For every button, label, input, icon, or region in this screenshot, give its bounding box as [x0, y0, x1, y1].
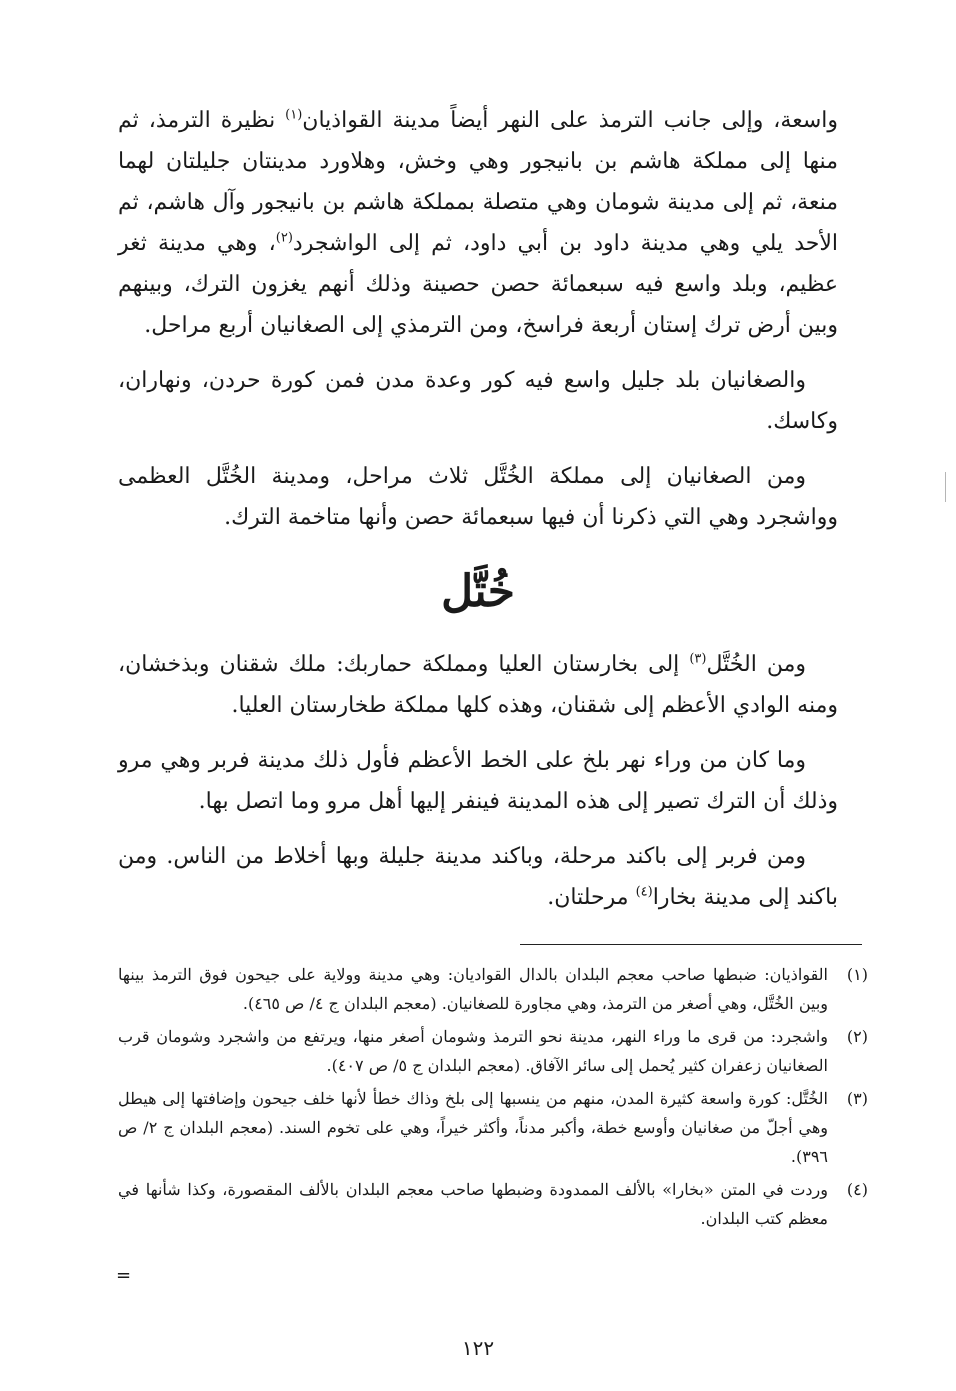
margin-mark: [945, 472, 946, 502]
paragraph-1: واسعة، وإلى جانب الترمذ على النهر أيضاً مدينة القواذيان$^{(١)}$ نظيرة الترمذ، ثم منها إلى مملكة هاشم بن بانيجور وهي وخش، وهلاورد مدينتان جليلتان لهما منعة، ثم إلى مدينة شومان وهي متصلة بمملكة هاشم بن بانيجور وآل هاشم، ثم الأحد يلي وهي مدينة داود بن أبي داود، ثم إلى الواشجرد$^{(٢)}$، وهي مدينة ثغر عظيم، وبلد واسع فيه سبعمائة حصن حصينة وذلك أنهم يغزون الترك، وبينهم وبين أرض ترك إستان أربعة فراسخ، ومن الترمذي إلى الصغانيان أربع مراحل.: [118, 107, 839, 338]
footnote-ref-1[interactable]: (١): [285, 107, 303, 123]
footnote-text: واشجرد: من قرى ما وراء النهر، مدينة نحو الترمذ وشومان أصغر منها، ويرتفع من واشجرد وشومان قرب الصغانيان زعفران كثير يُحمل إلى سائر الآفاق. (معجم البلدان ج ٥/ ص ٤٠٧).: [118, 1027, 828, 1075]
footnote-ref-4[interactable]: (٤): [635, 884, 653, 900]
footnote-number: (٣): [846, 1089, 868, 1108]
footnote-ref-2[interactable]: (٢): [275, 230, 293, 246]
footnote-ref-3[interactable]: (٣): [689, 651, 707, 667]
footnote-number: (١): [846, 965, 868, 984]
footnote-text: القواذيان: ضبطها صاحب معجم البلدان بالدال القواديان: وهي مدينة وولاية على جيحون فوق الترمذ بينها وبين الخُتَّل، وهي أصغر من الترمذ، وهي مجاورة للصغانيان. (معجم البلدان ج ٤/ ص ٤٦٥).: [118, 965, 828, 1013]
paragraph-2: والصغانيان بلد جليل واسع فيه كور وعدة مدن فمن كورة حردن، ونهاران، وكاسك.: [118, 368, 838, 434]
section-heading: خُتَّل: [441, 566, 515, 617]
footnote-divider: [520, 944, 862, 945]
footnote: [118, 960, 868, 1018]
paragraph-5: وما كان من وراء نهر بلخ على الخط الأعظم فأول ذلك مدينة فربر وهي مرو وذلك أن الترك تصير إلى هذه المدينة فينفر إليها أهل مرو وما اتصل بها.: [118, 748, 838, 814]
page-number: ١٢٢: [461, 1336, 495, 1360]
footnotes: [118, 960, 868, 1237]
paragraph-3: ومن الصغانيان إلى مملكة الخُتَّل ثلاث مراحل، ومدينة الخُتَّل العظمى وواشجرد وهي التي ذكرنا أن فيها سبعمائة حصن وأنها متاخمة الترك.: [118, 464, 838, 530]
continuation-mark: =: [116, 1265, 132, 1286]
footnote: [118, 1022, 868, 1080]
footnote-number: (٢): [846, 1027, 868, 1046]
footnote: [118, 1084, 868, 1171]
footnote-text: الخُتَّل: كورة واسعة كثيرة المدن، منهم من ينسبها إلى بلخ وذاك خطأ لأنها خلف جيحون وإضافتها إلى هيطل وهي أجلّ من صغانيان وأوسع خطة، وأكبر مدناً، وأكثر خيراً، وهي على تخوم السند. (معجم البلدان ج ٢/ ص ٣٩٦).: [118, 1089, 828, 1166]
paragraph-6: ومن فربر إلى باكند مرحلة، وباكند مدينة جليلة وبها أخلاط من الناس. ومن باكند إلى مدينة بخارا$^{(٤)}$ مرحلتان.: [118, 844, 838, 910]
footnote-number: (٤): [846, 1180, 868, 1199]
main-text: [118, 100, 838, 932]
footnote-text: وردت في المتن «بخارا» بالألف الممدودة وضبطها صاحب معجم البلدان بالألف المقصورة، وكذا شأنها في معظم كتب البلدان.: [118, 1180, 828, 1228]
paragraph-4: ومن الخُتَّل$^{(٣)}$ إلى بخارستان العليا ومملكة حماربك: ملك شقنان وبذخشان، ومنه الوادي الأعظم إلى شقنان، وهذه كلها مملكة طخارستان العليا.: [118, 651, 838, 718]
footnote: [118, 1175, 868, 1233]
